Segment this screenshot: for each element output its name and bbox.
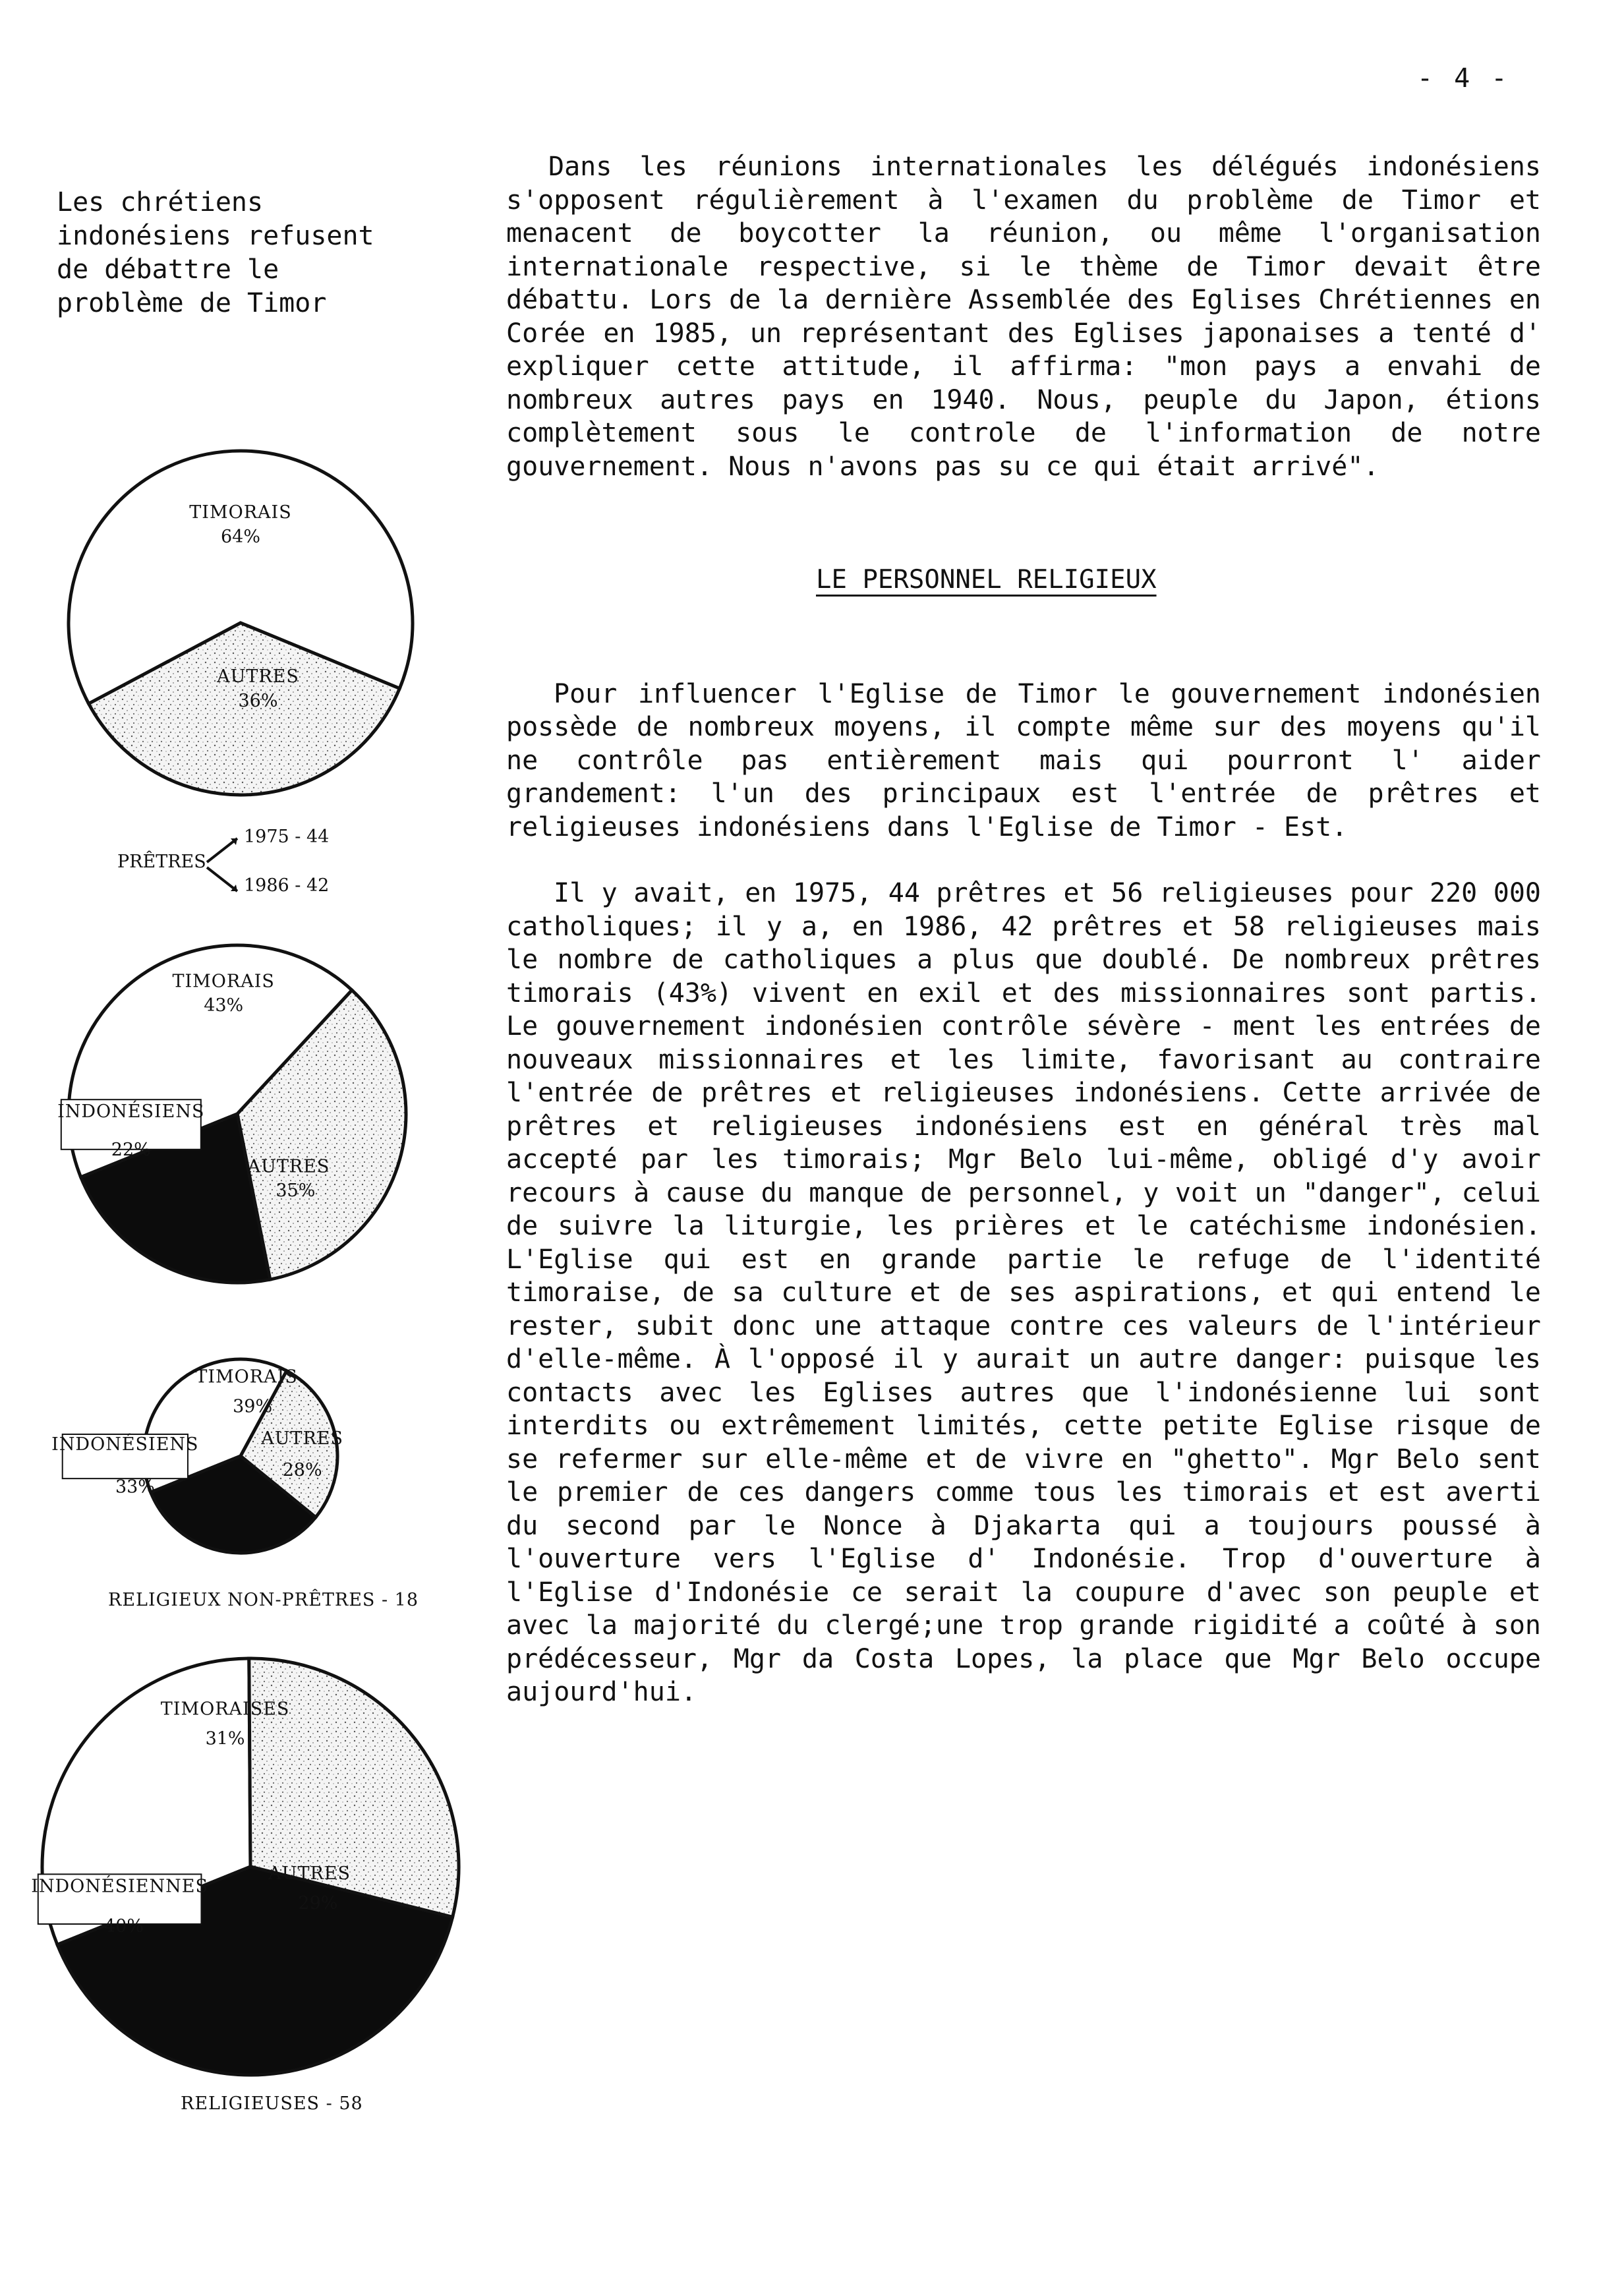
pie-slice-value: 28% bbox=[282, 1460, 322, 1481]
pie-slice-value: 36% bbox=[238, 691, 278, 712]
pie-slice-value: 31% bbox=[205, 1728, 245, 1749]
section-heading: LE PERSONNEL RELIGIEUX bbox=[816, 565, 1157, 595]
pie-slice-label: INDONÉSIENS bbox=[57, 1101, 205, 1123]
caption-religieuses: RELIGIEUSES - 58 bbox=[181, 2093, 363, 2114]
pie-chart-religieuses bbox=[31, 1656, 461, 2078]
pie-chart-svg bbox=[51, 1357, 344, 1556]
pie-chart-svg bbox=[57, 943, 409, 1285]
margin-note-line: indonésiens refusent bbox=[57, 221, 374, 251]
margin-note bbox=[57, 186, 426, 320]
pretres-label: PRÊTRES bbox=[117, 852, 206, 872]
pie-slice-value: 64% bbox=[220, 527, 261, 548]
margin-note-line: de débattre le bbox=[57, 254, 279, 285]
pie-slice-value: 22% bbox=[111, 1139, 151, 1160]
pie-slice-value: 33% bbox=[115, 1476, 155, 1498]
pie-chart-pretres-1975 bbox=[66, 448, 415, 798]
paragraph-delegates: Dans les réunions internationales les délégués indonésiens s'opposent régulièrement à l'examen du problème de Timor et menacent de boycotter la réunion, ou même l'organisation internationale respective, si le thème de Timor devait être débattu. Lors de la dernière Assemblée des Eglises Chrétiennes en Corée en 1985, un représentant des Eglises japonaises a tenté d' expliquer cette attitude, il affirma: "mon pays a envahi de nombreux autres pays en 1940. Nous, peuple du Japon, étions complètement sous le controle de l'information de notre gouvernement. Nous n'avons pas su ce qui était arrivé". bbox=[506, 152, 1541, 482]
paragraph-influence: Pour influencer l'Eglise de Timor le gouvernement indonésien possède de nombreux moyens, il compte même sur des moyens qu'il ne contrôle pas entièrement mais qui pourront l' aider grandement: l'un des principaux est l'entrée de prêtres et religieuses indonésiens dans l'Eglise de Timor - Est. bbox=[506, 678, 1541, 842]
caption-religieux: RELIGIEUX NON-PRÊTRES - 18 bbox=[108, 1590, 419, 1610]
pie-slice-label: TIMORAIS bbox=[189, 502, 292, 523]
pie-slice-label: TIMORAIS bbox=[172, 971, 275, 992]
pie-slice-label: TIMORAISES bbox=[160, 1699, 290, 1720]
pie-chart-svg bbox=[31, 1656, 461, 2078]
pie-slice-value: 43% bbox=[204, 995, 244, 1016]
pie-slice-value: 35% bbox=[276, 1180, 316, 1201]
pretres-legend bbox=[112, 824, 389, 903]
pie-slice-label: AUTRES bbox=[217, 666, 299, 687]
pie-chart-svg bbox=[66, 448, 415, 798]
pie-slice-label: AUTRES bbox=[261, 1428, 344, 1449]
pretres-1986: 1986 - 42 bbox=[244, 875, 330, 896]
pie-slice-value: 40% bbox=[103, 1916, 144, 1937]
pie-slice-label: AUTRES bbox=[268, 1863, 351, 1884]
main-text bbox=[506, 150, 1541, 1709]
paragraph-personnel: Il y avait, en 1975, 44 prêtres et 56 religieuses pour 220 000 catholiques; il y a, en 1986, 42 prêtres et 58 religieuses mais le nombre de catholiques a plus que doublé. De nombreux prêtres timorais (43%) vivent en exil et des missionnaires sont partis. Le gouvernement indonésien contrôle sévère - ment les entrées de nouveaux missionnaires et les limite, favorisant au contraire l'entrée de prêtres et religieuses indonésiens. Cette arrivée de prêtres et religieuses indonésiens est en général très mal accepté par les timorais; Mgr Belo lui-même, obligé d'y avoir recours à cause du manque de personnel, y voit un "danger", celui de suivre la liturgie, les prières et le catéchisme indonésien. L'Eglise qui est en grande partie le refuge de l'identité timoraise, de sa culture et de ses aspirations, et qui entend le rester, subit donc une attaque contre ces valeurs de l'intérieur d'elle-même. À l'opposé il y aurait un autre danger: puisque les contacts avec les Eglises autres que l'indonésienne lui sont interdits ou extrêmement limités, cette petite Eglise risque de se refermer sur elle-même et de vivre en "ghetto". Mgr Belo sent le premier de ces dangers comme tous les timorais et est averti du second par le Nonce à Djakarta qui a toujours poussé à l'ouverture vers l'Eglise d' Indonésie. Trop d'ouverture à l'Eglise d'Indonésie ce serait la coupure d'avec son peuple et avec la majorité du clergé;une trop grande rigidité a coûté à son prédécesseur, Mgr da Costa Lopes, la place que Mgr Belo occupe aujourd'hui. bbox=[506, 878, 1541, 1707]
pretres-1975: 1975 - 44 bbox=[244, 827, 330, 847]
pie-slice-label: AUTRES bbox=[247, 1156, 330, 1177]
pie-slice-label: INDONÉSIENS bbox=[51, 1434, 199, 1455]
margin-note-line: problème de Timor bbox=[57, 288, 327, 318]
pie-chart-pretres-1986 bbox=[57, 943, 409, 1285]
pie-slice-label: INDONÉSIENNES bbox=[31, 1876, 208, 1897]
page-number: - 4 - bbox=[1417, 63, 1510, 94]
pie-chart-religieux bbox=[51, 1357, 344, 1556]
pie-slice-label: TIMORAIS bbox=[195, 1366, 298, 1387]
pie-slice-value: 39% bbox=[233, 1396, 273, 1417]
margin-note-line: Les chrétiens bbox=[57, 187, 264, 218]
pie-slice-value: 29% bbox=[298, 1893, 338, 1913]
